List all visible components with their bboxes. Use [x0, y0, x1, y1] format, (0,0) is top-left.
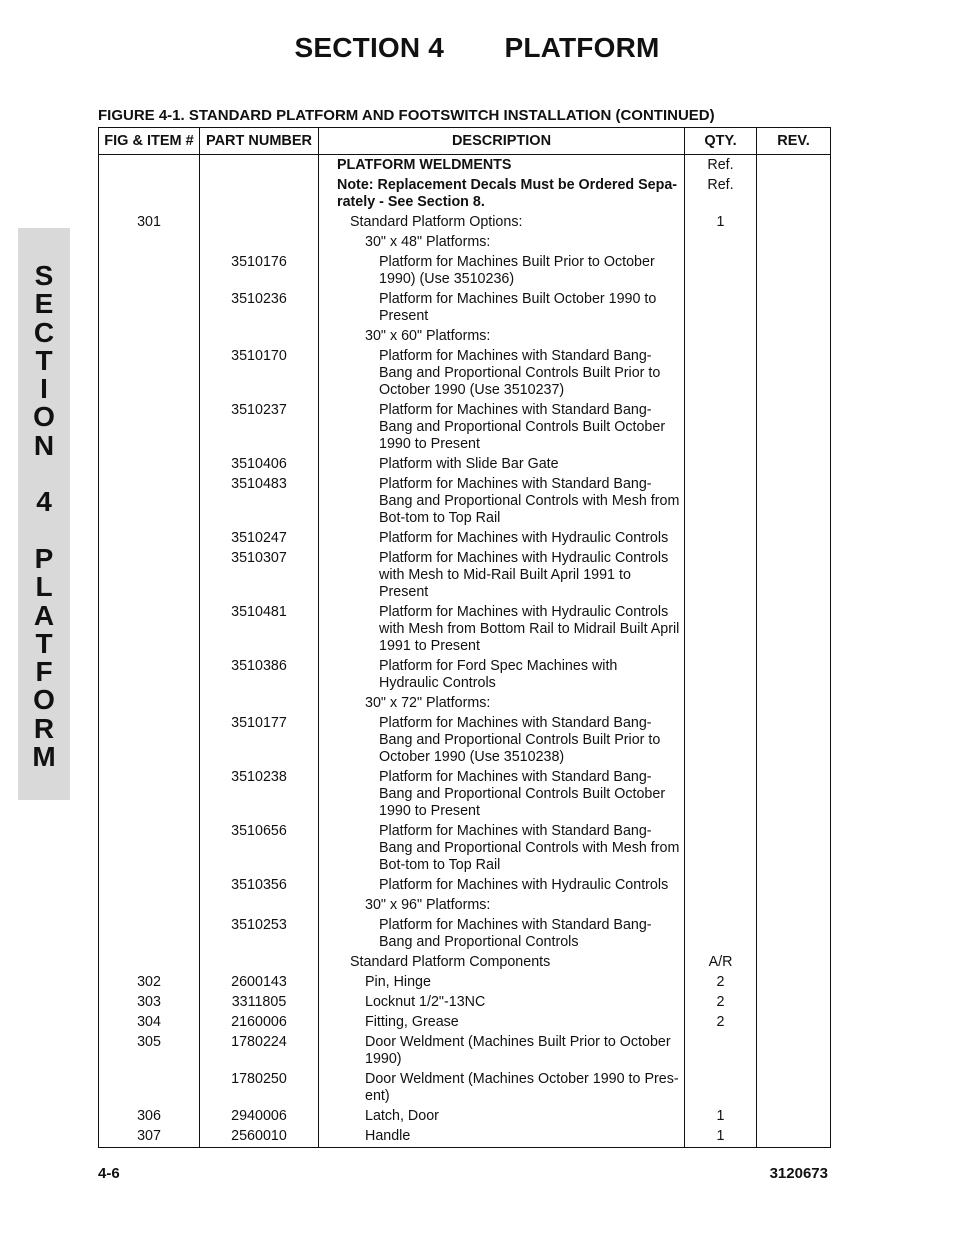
rev-cell: [757, 1011, 831, 1031]
rev-cell: [757, 991, 831, 1011]
item-cell: [99, 174, 200, 211]
table-row: [99, 971, 831, 991]
part-number-cell: 3510656: [200, 820, 319, 874]
qty-cell: 2: [685, 971, 757, 991]
description-text: Pin, Hinge: [365, 974, 431, 990]
table-row: [99, 766, 831, 820]
description-text: Fitting, Grease: [365, 1014, 459, 1030]
qty-cell: 1: [685, 1105, 757, 1125]
description-text: Platform for Machines with Hydraulic Controls: [379, 877, 669, 893]
part-number-cell: [200, 155, 319, 175]
table-row: [99, 288, 831, 325]
table-row: [99, 527, 831, 547]
rev-cell: [757, 155, 831, 175]
description-text: 30" x 96" Platforms:: [365, 897, 491, 913]
description-text: Note: Replacement Decals Must be Ordered Sepa-rately - See Section 8.: [337, 177, 678, 210]
item-cell: [99, 766, 200, 820]
parts-table: [98, 127, 831, 1148]
part-number-cell: 3510238: [200, 766, 319, 820]
qty-cell: [685, 345, 757, 399]
qty-cell: [685, 820, 757, 874]
item-cell: 304: [99, 1011, 200, 1031]
description-text: Standard Platform Options:: [350, 214, 523, 230]
qty-cell: [685, 692, 757, 712]
qty-cell: [685, 1031, 757, 1068]
side-tab-letter: A: [33, 599, 55, 631]
part-number-cell: 2940006: [200, 1105, 319, 1125]
side-tab-letter: E: [34, 288, 54, 320]
table-row: [99, 473, 831, 527]
description-text: 30" x 72" Platforms:: [365, 695, 491, 711]
description-text: Platform for Machines with Hydraulic Controls with Mesh from Bottom Rail to Midrail Built April 1991 to Present: [379, 604, 680, 654]
description-text: Platform for Machines with Standard Bang-Bang and Proportional Controls: [379, 917, 652, 950]
part-number-cell: [200, 174, 319, 211]
item-cell: [99, 894, 200, 914]
table-row: [99, 231, 831, 251]
item-cell: [99, 288, 200, 325]
item-cell: 303: [99, 991, 200, 1011]
part-number-cell: 3510237: [200, 399, 319, 453]
rev-cell: [757, 231, 831, 251]
part-number-cell: [200, 894, 319, 914]
table-row: [99, 211, 831, 231]
description-text: Door Weldment (Machines October 1990 to Pres-ent): [365, 1071, 679, 1104]
rev-cell: [757, 874, 831, 894]
description-cell: [319, 288, 685, 325]
qty-cell: 2: [685, 1011, 757, 1031]
part-number-cell: 3510177: [200, 712, 319, 766]
table-row: [99, 1105, 831, 1125]
description-cell: [319, 1068, 685, 1105]
description-cell: [319, 991, 685, 1011]
item-cell: [99, 155, 200, 175]
item-cell: 306: [99, 1105, 200, 1125]
description-text: Platform for Machines Built Prior to October 1990) (Use 3510236): [379, 254, 655, 287]
doc-number: 3120673: [769, 1165, 828, 1182]
table-row: [99, 174, 831, 211]
description-cell: [319, 345, 685, 399]
qty-cell: [685, 453, 757, 473]
part-number-cell: 3510247: [200, 527, 319, 547]
side-tab-letter: I: [40, 373, 48, 405]
side-tab-letter: M: [32, 741, 56, 773]
part-number-cell: 3311805: [200, 991, 319, 1011]
qty-cell: A/R: [685, 951, 757, 971]
table-row: [99, 1068, 831, 1105]
description-cell: [319, 251, 685, 288]
rev-cell: [757, 345, 831, 399]
part-number-cell: [200, 951, 319, 971]
rev-cell: [757, 174, 831, 211]
side-tab-letter: P: [34, 542, 54, 574]
qty-cell: [685, 1068, 757, 1105]
part-number-cell: 3510176: [200, 251, 319, 288]
qty-cell: 1: [685, 1125, 757, 1148]
item-cell: [99, 527, 200, 547]
side-tab-letter: F: [35, 656, 53, 688]
qty-cell: [685, 601, 757, 655]
part-number-cell: 3510307: [200, 547, 319, 601]
table-row: [99, 991, 831, 1011]
rev-cell: [757, 601, 831, 655]
side-tab-letter: T: [35, 627, 53, 659]
item-cell: 307: [99, 1125, 200, 1148]
qty-cell: 1: [685, 211, 757, 231]
rev-cell: [757, 211, 831, 231]
rev-cell: [757, 453, 831, 473]
side-tab-letter: 4: [36, 486, 52, 518]
qty-cell: [685, 712, 757, 766]
table-row: [99, 951, 831, 971]
item-cell: [99, 399, 200, 453]
part-number-cell: 3510406: [200, 453, 319, 473]
description-text: Platform for Machines with Hydraulic Controls with Mesh to Mid-Rail Built April 1991 to Present: [379, 550, 669, 600]
item-cell: [99, 874, 200, 894]
item-cell: 302: [99, 971, 200, 991]
col-header-item: FIG & ITEM #: [99, 128, 200, 155]
qty-cell: 2: [685, 991, 757, 1011]
side-tab-letter: N: [33, 429, 55, 461]
qty-cell: [685, 547, 757, 601]
table-row: [99, 155, 831, 175]
description-cell: [319, 155, 685, 175]
table-row: [99, 325, 831, 345]
figure-title: FIGURE 4-1. STANDARD PLATFORM AND FOOTSWITCH INSTALLATION (CONTINUED): [98, 107, 715, 124]
part-number-cell: [200, 692, 319, 712]
rev-cell: [757, 251, 831, 288]
description-cell: [319, 211, 685, 231]
table-row: [99, 914, 831, 951]
table-row: [99, 1011, 831, 1031]
description-cell: [319, 231, 685, 251]
rev-cell: [757, 692, 831, 712]
item-cell: [99, 712, 200, 766]
qty-cell: [685, 655, 757, 692]
description-text: Platform for Machines with Standard Bang-Bang and Proportional Controls with Mesh from Bot-tom to Top Rail: [379, 823, 680, 873]
table-row: [99, 601, 831, 655]
item-cell: [99, 692, 200, 712]
side-tab-letter: [18, 460, 70, 488]
description-text: Platform for Machines with Standard Bang-Bang and Proportional Controls with Mesh from Bot-tom to Top Rail: [379, 476, 680, 526]
description-cell: [319, 453, 685, 473]
part-number-cell: 3510356: [200, 874, 319, 894]
item-cell: [99, 655, 200, 692]
description-cell: [319, 325, 685, 345]
description-cell: [319, 655, 685, 692]
qty-cell: [685, 914, 757, 951]
rev-cell: [757, 473, 831, 527]
item-cell: 305: [99, 1031, 200, 1068]
table-row: [99, 1125, 831, 1148]
side-tab-letter: O: [33, 684, 55, 716]
rev-cell: [757, 951, 831, 971]
part-number-cell: [200, 231, 319, 251]
description-text: Platform for Machines with Hydraulic Controls: [379, 530, 669, 546]
item-cell: [99, 820, 200, 874]
description-cell: [319, 874, 685, 894]
description-cell: [319, 820, 685, 874]
item-cell: [99, 453, 200, 473]
description-text: Standard Platform Components: [350, 954, 551, 970]
qty-cell: [685, 874, 757, 894]
page-header: [0, 32, 954, 64]
table-row: [99, 712, 831, 766]
description-cell: [319, 473, 685, 527]
description-cell: [319, 527, 685, 547]
description-cell: [319, 951, 685, 971]
col-header-desc: DESCRIPTION: [319, 128, 685, 155]
rev-cell: [757, 1068, 831, 1105]
rev-cell: [757, 766, 831, 820]
rev-cell: [757, 712, 831, 766]
part-number-cell: 1780250: [200, 1068, 319, 1105]
qty-cell: [685, 231, 757, 251]
rev-cell: [757, 655, 831, 692]
description-cell: [319, 1031, 685, 1068]
rev-cell: [757, 547, 831, 601]
qty-cell: [685, 251, 757, 288]
side-tab-letters: [18, 262, 70, 771]
description-cell: [319, 692, 685, 712]
rev-cell: [757, 288, 831, 325]
item-cell: [99, 601, 200, 655]
description-text: Platform for Ford Spec Machines with Hydraulic Controls: [379, 658, 618, 691]
qty-cell: [685, 288, 757, 325]
description-text: Latch, Door: [365, 1108, 439, 1124]
table-row: [99, 820, 831, 874]
part-number-cell: 3510483: [200, 473, 319, 527]
description-cell: [319, 399, 685, 453]
item-cell: [99, 345, 200, 399]
table-row: [99, 251, 831, 288]
description-text: Locknut 1/2"-13NC: [365, 994, 486, 1010]
table-header-row: [99, 128, 831, 155]
item-cell: [99, 473, 200, 527]
description-cell: [319, 174, 685, 211]
description-cell: [319, 1125, 685, 1148]
section-number: SECTION 4: [294, 32, 445, 63]
side-tab-letter: C: [33, 316, 55, 348]
table-row: [99, 399, 831, 453]
description-cell: [319, 547, 685, 601]
rev-cell: [757, 914, 831, 951]
item-cell: [99, 231, 200, 251]
rev-cell: [757, 894, 831, 914]
part-number-cell: 2160006: [200, 1011, 319, 1031]
description-cell: [319, 894, 685, 914]
description-text: Handle: [365, 1128, 411, 1144]
side-tab-letter: S: [34, 260, 54, 291]
qty-cell: [685, 399, 757, 453]
table-row: [99, 453, 831, 473]
qty-cell: [685, 325, 757, 345]
rev-cell: [757, 325, 831, 345]
description-text: PLATFORM WELDMENTS: [337, 157, 512, 173]
description-text: Platform for Machines Built October 1990 to Present: [379, 291, 657, 324]
description-text: Platform for Machines with Standard Bang-Bang and Proportional Controls Built October 1990 to Present: [379, 769, 666, 819]
section-title: PLATFORM: [504, 32, 660, 63]
item-cell: [99, 251, 200, 288]
page-number: 4-6: [98, 1165, 120, 1182]
rev-cell: [757, 1125, 831, 1148]
side-tab-letter: [18, 517, 70, 545]
item-cell: [99, 325, 200, 345]
item-cell: [99, 914, 200, 951]
part-number-cell: 1780224: [200, 1031, 319, 1068]
rev-cell: [757, 399, 831, 453]
qty-cell: [685, 894, 757, 914]
rev-cell: [757, 1031, 831, 1068]
part-number-cell: [200, 325, 319, 345]
part-number-cell: 3510253: [200, 914, 319, 951]
item-cell: [99, 951, 200, 971]
qty-cell: Ref.: [685, 174, 757, 211]
side-tab-letter: R: [33, 712, 55, 744]
qty-cell: [685, 473, 757, 527]
part-number-cell: 3510386: [200, 655, 319, 692]
description-cell: [319, 766, 685, 820]
table-row: [99, 894, 831, 914]
description-text: Platform for Machines with Standard Bang-Bang and Proportional Controls Built Prior to October 1990 (Use 3510237): [379, 348, 661, 398]
description-cell: [319, 601, 685, 655]
item-cell: [99, 1068, 200, 1105]
description-cell: [319, 914, 685, 951]
part-number-cell: 2560010: [200, 1125, 319, 1148]
part-number-cell: [200, 211, 319, 231]
section-side-tab: [18, 228, 70, 800]
rev-cell: [757, 1105, 831, 1125]
qty-cell: Ref.: [685, 155, 757, 175]
table-row: [99, 874, 831, 894]
part-number-cell: 3510481: [200, 601, 319, 655]
description-text: Platform for Machines with Standard Bang-Bang and Proportional Controls Built October 1990 to Present: [379, 402, 666, 452]
description-cell: [319, 1105, 685, 1125]
side-tab-letter: L: [35, 571, 53, 603]
description-text: Platform with Slide Bar Gate: [379, 456, 559, 472]
table-row: [99, 692, 831, 712]
qty-cell: [685, 527, 757, 547]
description-text: 30" x 48" Platforms:: [365, 234, 491, 250]
item-cell: [99, 547, 200, 601]
description-cell: [319, 971, 685, 991]
table-row: [99, 547, 831, 601]
side-tab-letter: O: [33, 401, 55, 433]
description-text: 30" x 60" Platforms:: [365, 328, 491, 344]
col-header-rev: REV.: [757, 128, 831, 155]
rev-cell: [757, 527, 831, 547]
table-row: [99, 345, 831, 399]
col-header-part: PART NUMBER: [200, 128, 319, 155]
col-header-qty: QTY.: [685, 128, 757, 155]
description-text: Platform for Machines with Standard Bang-Bang and Proportional Controls Built Prior to October 1990 (Use 3510238): [379, 715, 661, 765]
item-cell: 301: [99, 211, 200, 231]
rev-cell: [757, 820, 831, 874]
part-number-cell: 3510170: [200, 345, 319, 399]
description-text: Door Weldment (Machines Built Prior to October 1990): [365, 1034, 671, 1067]
rev-cell: [757, 971, 831, 991]
part-number-cell: 2600143: [200, 971, 319, 991]
description-cell: [319, 712, 685, 766]
table-row: [99, 655, 831, 692]
part-number-cell: 3510236: [200, 288, 319, 325]
table-row: [99, 1031, 831, 1068]
side-tab-letter: T: [35, 344, 53, 376]
qty-cell: [685, 766, 757, 820]
description-cell: [319, 1011, 685, 1031]
